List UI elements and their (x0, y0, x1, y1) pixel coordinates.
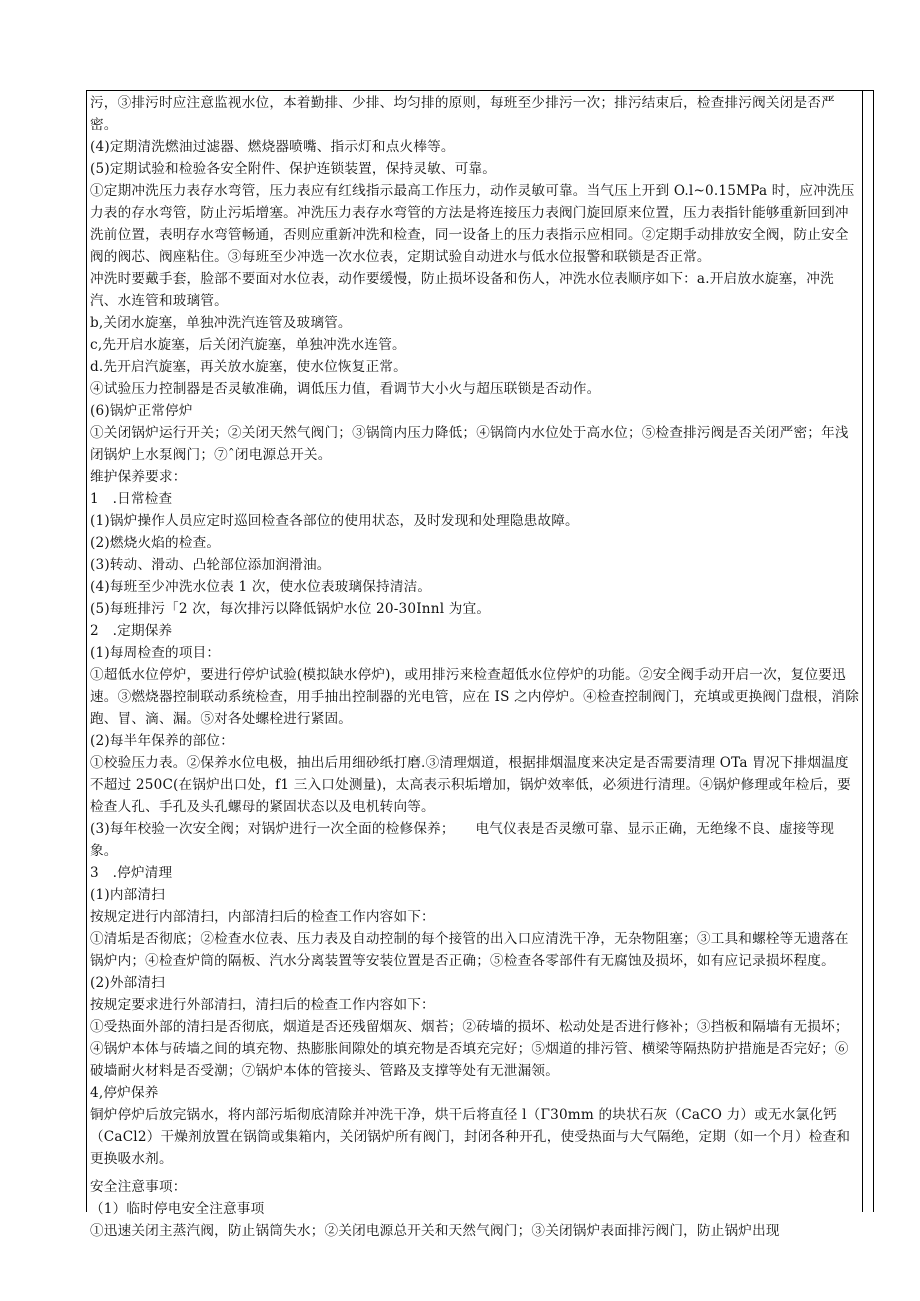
paragraph: (4)每班至少冲洗水位表 1 次，使水位表玻璃保持清洁。 (90, 579, 432, 595)
paragraph: (2)燃烧火焰的检查。 (90, 535, 221, 551)
paragraph: 按规定进行内部清扫，内部清扫后的检查工作内容如下： (90, 909, 435, 925)
paragraph: (1)锅炉操作人员应定时巡回检查各部位的使用状态，及时发现和处理隐患故障。 (90, 513, 579, 529)
frame-inner-right-border (862, 90, 863, 1212)
paragraph: ①清垢是否彻底；②检查水位表、压力表及自动控制的每个接管的出入口应清洗干净，无杂物阻塞；③工具和螺栓等无遗落在锅炉内；④检查炉筒的隔板、汽水分离装置等安装位置是否正确；⑤检查各零部件有无腐蚀及损坏，如有应记录损坏程度。 (90, 931, 849, 969)
paragraph: (5)每班排污「2 次，每次排污以降低锅炉水位 20-30Innl 为宜。 (90, 601, 491, 617)
section-heading: 维护保养要求： (90, 469, 187, 485)
paragraph: 铜炉停炉后放完锅水，将内部污垢彻底清除并冲洗干净，烘干后将直径 l（Γ30mm 的块状石灰（CaCO 力）或无水氯化钙（CaCl2）干燥剂放置在锅筒或集箱内，关闭锅炉所有阀门，封闭各种开孔，使受热面与大气隔绝，定期（如一个月）检查和更换吸水剂。 (90, 1107, 851, 1167)
paragraph: (1)每周检查的项目： (90, 645, 221, 661)
paragraph: 污，③排污时应注意监视水位，本着勤排、少排、均匀排的原则，每班至少排污一次；排污结束后，检查排污阀关闭是否严密。 (90, 95, 835, 133)
paragraph: ①迅速关闭主蒸汽阀，防止锅筒失水；②关闭电源总开关和天然气阀门；③关闭锅炉表面排污阀门，防止锅炉出现 (90, 1223, 780, 1239)
paragraph: 冲洗时要戴手套，脸部不要面对水位表，动作要缓慢，防止损坏设备和伤人，冲洗水位表顺序如下：a.开启放水旋塞，冲洗汽、水连管和玻璃管。 (90, 271, 834, 309)
paragraph: ①定期冲洗压力表存水弯管，压力表应有红线指示最高工作压力，动作灵敏可靠。当气压上开到 O.l~0.15MPa 时，应冲洗压力表的存水弯管，防止污垢增塞。冲洗压力表存水弯管的方法是将连接压力表阀门旋回原来位置，压力表指针能够重新回到冲洗前位置，表明存水弯管畅通，否则应重新冲洗和检查，同一设备上的压力表指示应相同。②定期手动排放安全阀，防止安全阀的阀芯、阀座粘住。③每班至少冲选一次水位表，定期试验自动进水与低水位报警和联锁是否正常。 (90, 183, 855, 265)
section-heading: 2 .定期保养 (90, 623, 173, 639)
section-heading: 安全注意事项： (90, 1179, 187, 1195)
section-heading: （1）临时停电安全注意事项 (90, 1201, 265, 1217)
paragraph: d.先开启汽旋塞，再关放水旋塞，使水位恢复正常。 (90, 359, 407, 375)
paragraph: b,关闭水旋塞，单独冲洗汽连管及玻璃管。 (90, 315, 352, 331)
section-heading: (2)外部清扫 (90, 975, 166, 991)
frame-right-border (873, 90, 874, 1212)
paragraph: (3)每年校验一次安全阀；对锅炉进行一次全面的检修保养； 电气仪表是否灵缴可靠、显示正确，无绝缘不良、虚接等现象。 (90, 821, 835, 859)
section-heading: (1)内部清扫 (90, 887, 166, 903)
paragraph: 按规定要求进行外部清扫，清扫后的检查工作内容如下： (90, 997, 435, 1013)
paragraph: ①受热面外部的清扫是否彻底，烟道是否还残留烟灰、烟苔；②砖墙的损坏、松动处是否进行修补；③挡板和隔墙有无损坏；④锅炉本体与砖墙之间的填充物、热膨胀间隙处的填充物是否填充完好；⑤烟道的排污管、横梁等隔热防护措施是否完好；⑥破墙耐火材料是否受潮；⑦锅炉本体的管接头、管路及支撑等处有无泄漏领。 (90, 1019, 849, 1079)
paragraph: ④试验压力控制器是否灵敏准确，调低压力值，看调节大小火与超压联锁是否动作。 (90, 381, 601, 397)
paragraph: ①超低水位停炉，要进行停炉试验(模拟缺水停炉)，或用排污来检查超低水位停炉的功能。②安全阀手动开启一次，复位要迅速。③燃烧器控制联动系统检查，用手抽出控制器的光电管，应在 IS 之内停炉。④检查控制阀门，充填或更换阀门盘根，消除跑、冒、滴、漏。⑤对各处螺栓进行紧固。 (90, 667, 859, 727)
document-body (90, 92, 860, 1242)
paragraph: c,先开启水旋塞，后关闭汽旋塞，单独冲洗水连管。 (90, 337, 406, 353)
frame-left-border (86, 90, 87, 1212)
paragraph: (5)定期试验和检验各安全附件、保护连锁装置，保持灵敏、可靠。 (90, 161, 497, 177)
paragraph: ①关闭锅炉运行开关；②关闭天然气阀门；③锅筒内压力降低；④锅筒内水位处于高水位；⑤检查排污阀是否关闭严密；年浅闭锅炉上水泵阀门；⑦ˆ闭电源总开关。 (90, 425, 849, 463)
section-heading: 3 .停炉清理 (90, 865, 173, 881)
section-heading: 1 .日常检查 (90, 491, 173, 507)
section-heading: (6)锅炉正常停炉 (90, 403, 193, 419)
paragraph: (2)每半年保养的部位： (90, 733, 234, 749)
section-heading: 4,停炉保养 (90, 1085, 159, 1101)
paragraph: ①校验压力表。②保养水位电极，抽出后用细砂纸打磨.③清理烟道，根据排烟温度来决定是否需要清理 OTa 胃况下排烟温度不超过 250C(在锅炉出口处，f1 三入口处测量)，太高表示积垢增加，锅炉效率低，必须进行清理。④锅炉修理或年检后，要检查人孔、手孔及头孔螺母的紧固状态以及电机转向等。 (90, 755, 851, 815)
paragraph: (3)转动、滑动、凸轮部位添加润滑油。 (90, 557, 331, 573)
paragraph: (4)定期清洗燃油过滤器、燃烧器喷嘴、指示灯和点火棒等。 (90, 139, 455, 155)
